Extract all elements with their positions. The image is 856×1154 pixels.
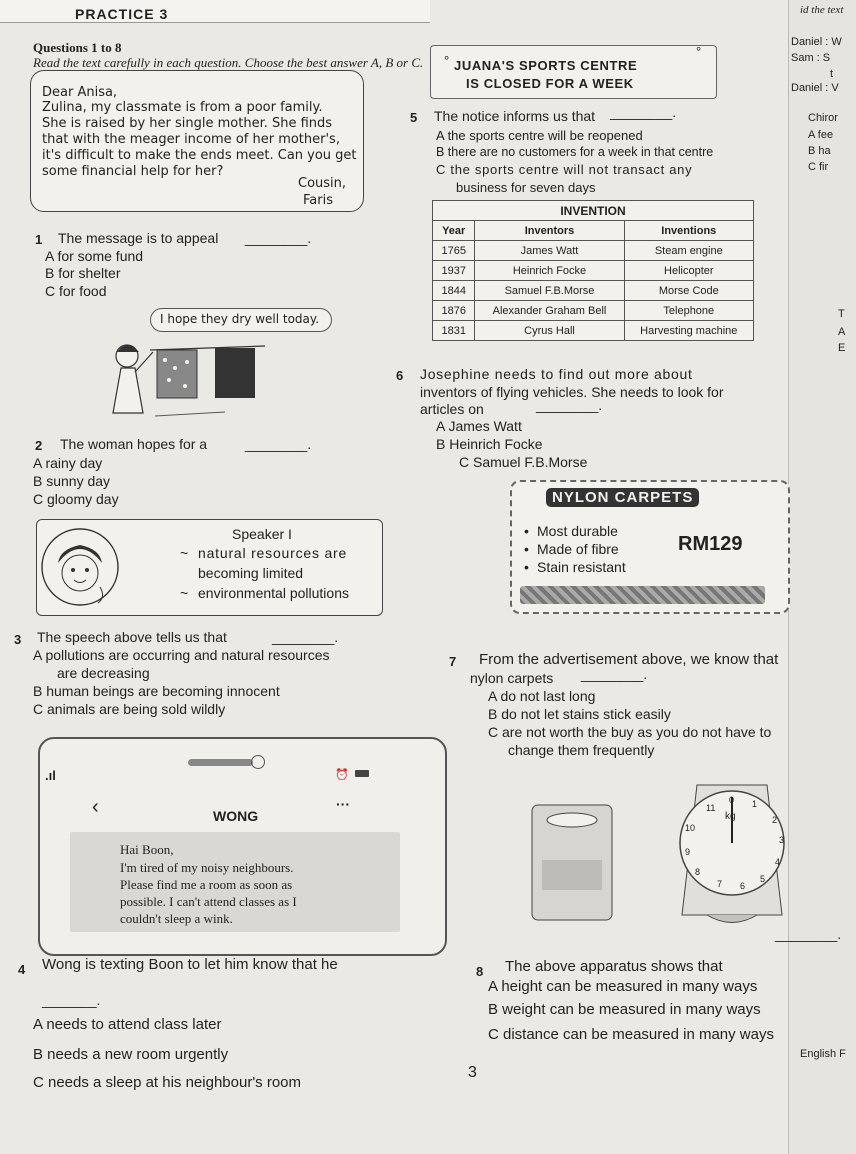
girl-speaker-icon — [40, 527, 120, 613]
q8-blank: ________. — [775, 926, 842, 942]
scale-dial-number: 6 — [740, 881, 746, 891]
scale-dial-number: 8 — [695, 867, 701, 877]
practice-title: PRACTICE 3 — [75, 6, 169, 22]
table-cell: Steam engine — [624, 241, 753, 261]
nylon-feature: Stain resistant — [537, 559, 626, 575]
q3-blank: ________. — [272, 629, 339, 645]
table-cell: 1844 — [433, 281, 475, 301]
q7-option-c-cont: change them frequently — [508, 742, 655, 758]
scale-dial-number: 9 — [685, 847, 691, 857]
next-page-text: A — [838, 326, 846, 338]
letter-greeting: Dear Anisa, — [42, 85, 118, 100]
next-page-text: T — [838, 308, 845, 320]
q1-option-a[interactable]: A for some fund — [45, 248, 144, 264]
scale-dial-number: 3 — [779, 835, 785, 845]
table-header: Year — [433, 221, 475, 241]
more-options-icon[interactable]: ··· — [336, 796, 350, 812]
q3-option-a[interactable]: A pollutions are occurring and natural resources — [33, 647, 330, 663]
table-cell: Alexander Graham Bell — [475, 301, 624, 321]
q8-stem: The above apparatus shows that — [505, 958, 723, 975]
letter-line: that with the meager income of her mother's, — [42, 132, 340, 147]
q6-option-b[interactable]: B Heinrich Focke — [436, 436, 543, 452]
q5-option-b[interactable]: B there are no customers for a week in that centre — [436, 145, 714, 159]
q8-number: 8 — [476, 964, 484, 979]
nylon-ad-title: NYLON CARPETS — [546, 488, 699, 507]
q2-number: 2 — [35, 438, 43, 453]
q4-stem: Wong is texting Boon to let him know that he — [42, 956, 338, 973]
table-cell: Cyrus Hall — [475, 321, 624, 341]
table-cell: 1876 — [433, 301, 475, 321]
q6-option-c[interactable]: C Samuel F.B.Morse — [459, 454, 588, 470]
carpet-icon — [520, 586, 765, 604]
pin-icon: ° — [696, 44, 702, 59]
next-page-text: id the text — [800, 4, 844, 16]
q5-option-c[interactable]: C the sports centre will not transact any — [436, 162, 693, 177]
scale-dial-number: 11 — [706, 803, 716, 813]
header-bar — [0, 0, 430, 23]
table-cell: Morse Code — [624, 281, 753, 301]
table-cell: James Watt — [475, 241, 624, 261]
q7-option-a[interactable]: A do not last long — [488, 688, 596, 704]
q5-stem: The notice informs us that — [434, 108, 596, 124]
alarm-icon: ⏰ — [335, 769, 349, 781]
next-page-text: C fir — [808, 161, 829, 173]
q1-option-b[interactable]: B for shelter — [45, 265, 121, 281]
phone-camera — [251, 755, 265, 769]
q4-option-c[interactable]: C needs a sleep at his neighbour's room — [33, 1074, 302, 1091]
notice-line-1: JUANA'S SPORTS CENTRE — [454, 58, 638, 73]
next-page-text: A fee — [808, 129, 834, 141]
nylon-price: RM129 — [678, 533, 743, 555]
table-row — [433, 261, 754, 281]
message-line: Please find me a room as soon as — [120, 877, 293, 892]
q6-number: 6 — [396, 368, 404, 383]
next-page-text: t — [830, 68, 834, 80]
q5-number: 5 — [410, 110, 418, 125]
q4-option-a[interactable]: A needs to attend class later — [33, 1016, 222, 1033]
q1-option-c[interactable]: C for food — [45, 283, 107, 299]
next-page-text: Sam : S — [791, 52, 831, 64]
scale-unit: kg — [725, 811, 736, 822]
contact-name: WONG — [213, 808, 259, 824]
q2-option-b[interactable]: B sunny day — [33, 473, 111, 489]
letter-closing: Cousin, — [298, 176, 347, 191]
q5-blank: ________. — [610, 104, 677, 120]
table-cell: Telephone — [624, 301, 753, 321]
speaker-point: environmental pollutions — [198, 585, 349, 601]
q4-number: 4 — [18, 962, 26, 977]
scale-dial-number: 7 — [717, 879, 723, 889]
q4-blank: _______. — [42, 992, 101, 1008]
table-title: INVENTION — [433, 201, 754, 221]
q7-number: 7 — [449, 654, 457, 669]
page-number: 3 — [468, 1064, 477, 1081]
q7-blank: ________. — [581, 666, 648, 682]
q3-option-a-cont: are decreasing — [57, 665, 150, 681]
message-line: couldn't sleep a wink. — [120, 911, 233, 926]
q5-option-c-cont: business for seven days — [456, 180, 596, 195]
letter-line: some financial help for her? — [42, 164, 224, 179]
table-cell: 1831 — [433, 321, 475, 341]
instructions: Read the text carefully in each question. Choose the best answer A, B or C. — [33, 55, 424, 70]
nylon-feature: Made of fibre — [537, 541, 619, 557]
pin-icon: ° — [444, 53, 450, 68]
table-cell: Heinrich Focke — [475, 261, 624, 281]
table-cell: Harvesting machine — [624, 321, 753, 341]
speaker-point: becoming limited — [198, 565, 304, 581]
scale-dial-number: 4 — [775, 857, 781, 867]
message-line: possible. I can't attend classes as I — [120, 894, 297, 909]
subject-label: English F — [800, 1048, 846, 1060]
next-page-text: Daniel : V — [791, 82, 839, 94]
nylon-feature: Most durable — [537, 523, 618, 539]
q3-option-b[interactable]: B human beings are becoming innocent — [33, 683, 280, 699]
next-page-text: Daniel : W — [791, 36, 842, 48]
speech-bubble-text: I hope they dry well today. — [160, 312, 320, 326]
q6-blank: ________. — [536, 397, 603, 413]
woman-hanging-clothes-icon — [95, 328, 275, 423]
table-row — [433, 241, 754, 261]
notice-line-2: IS CLOSED FOR A WEEK — [466, 76, 634, 91]
scale-dial-number: 1 — [752, 799, 758, 809]
speaker-title: Speaker I — [232, 526, 292, 542]
speaker-point: natural resources are — [198, 545, 348, 561]
message-line: Hai Boon, — [120, 842, 174, 857]
battery-icon — [355, 770, 369, 777]
q3-stem: The speech above tells us that — [37, 629, 227, 645]
q7-option-b[interactable]: B do not let stains stick easily — [488, 706, 671, 722]
back-arrow-icon[interactable]: ‹ — [92, 796, 99, 818]
q8-option-c[interactable]: C distance can be measured in many ways — [488, 1026, 774, 1043]
scale-dial-number: 2 — [772, 815, 778, 825]
letter-signature: Faris — [303, 193, 333, 208]
letter-line: She is raised by her single mother. She finds — [42, 116, 333, 131]
q2-blank: ________. — [245, 436, 312, 452]
q8-option-b[interactable]: B weight can be measured in many ways — [488, 1001, 761, 1018]
q1-blank: ________. — [245, 230, 312, 246]
table-cell: Samuel F.B.Morse — [475, 281, 624, 301]
q1-stem: The message is to appeal — [58, 230, 219, 246]
table-cell: 1937 — [433, 261, 475, 281]
q6-stem: Josephine needs to find out more about — [420, 366, 693, 382]
phone-speaker — [188, 759, 253, 766]
next-page-text: E — [838, 342, 846, 354]
q6-stem-2: inventors of flying vehicles. She needs to look for — [420, 384, 724, 400]
q7-stem-2: nylon carpets — [470, 670, 554, 686]
questions-range: Questions 1 to 8 — [33, 40, 122, 55]
q7-option-c[interactable]: C are not worth the buy as you do not have to — [488, 724, 772, 740]
q2-stem: The woman hopes for a — [60, 436, 208, 452]
table-row — [433, 301, 754, 321]
next-page-edge — [788, 0, 856, 1154]
next-page-text: B ha — [808, 145, 831, 157]
scale-dial-number: 0 — [729, 795, 735, 805]
table-header: Inventions — [624, 221, 753, 241]
letter-line: Zulina, my classmate is from a poor family. — [42, 100, 323, 115]
q3-option-c[interactable]: C animals are being sold wildly — [33, 701, 226, 717]
table-cell: Helicopter — [624, 261, 753, 281]
q7-stem: From the advertisement above, we know that — [479, 651, 779, 668]
table-row — [433, 321, 754, 341]
q3-number: 3 — [14, 632, 22, 647]
q2-option-c[interactable]: C gloomy day — [33, 491, 119, 507]
weighing-scale-icon — [502, 765, 792, 935]
signal-icon: .ıl — [45, 768, 56, 783]
invention-table — [432, 200, 754, 341]
next-page-text: Chiror — [808, 112, 838, 124]
message-line: I'm tired of my noisy neighbours. — [120, 860, 294, 875]
scale-dial-number: 10 — [685, 823, 696, 833]
letter-line: it's difficult to make the ends meet. Can you get — [42, 148, 357, 163]
scale-dial-number: 5 — [760, 874, 766, 884]
table-cell: 1765 — [433, 241, 475, 261]
q8-option-a[interactable]: A height can be measured in many ways — [488, 978, 758, 995]
q2-option-a[interactable]: A rainy day — [33, 455, 103, 471]
q6-option-a[interactable]: A James Watt — [436, 418, 522, 434]
q6-stem-3: articles on — [420, 401, 484, 417]
table-row — [433, 281, 754, 301]
q4-option-b[interactable]: B needs a new room urgently — [33, 1046, 229, 1063]
table-header: Inventors — [475, 221, 624, 241]
q1-number: 1 — [35, 232, 43, 247]
q5-option-a[interactable]: A the sports centre will be reopened — [436, 128, 643, 143]
